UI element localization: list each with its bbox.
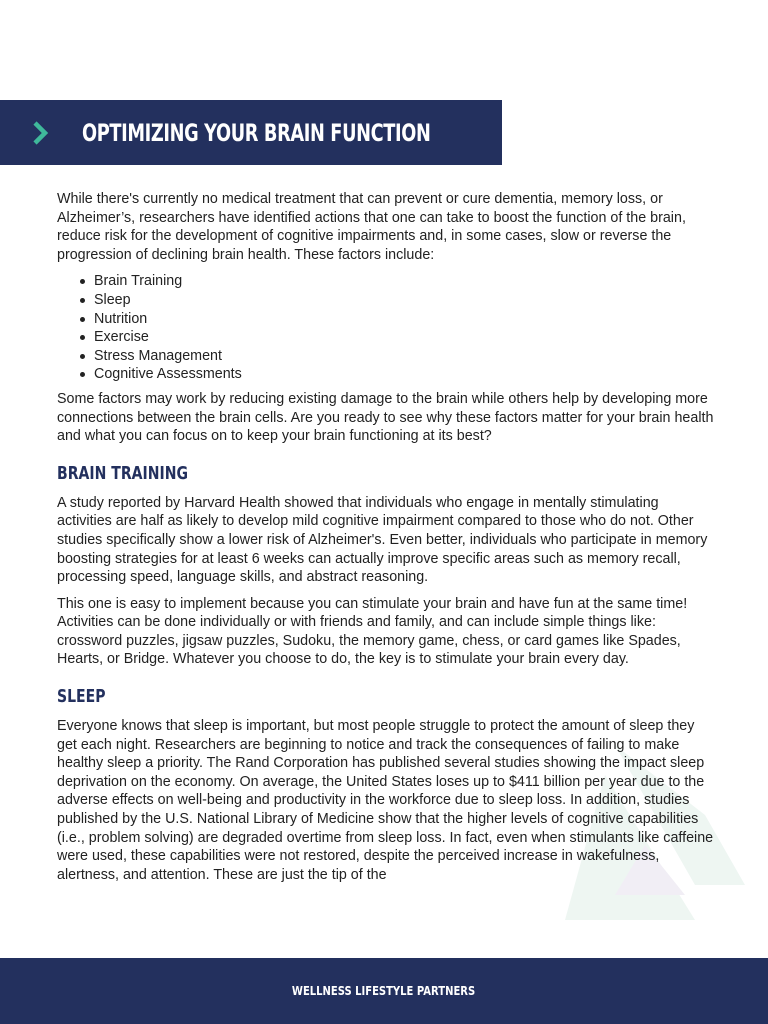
brain-training-paragraph-1: A study reported by Harvard Health showed that individuals who engage in mentally stimulating activities are half as likely to develop mild cognitive impairment compared to those who do not. Other studies specifically show a lower risk of Alzheimer's. Even better, individuals who participate in memory boosting strategies for at least 6 weeks can actually improve specific areas such as memory recall, processing speed, language skills, and abstract reasoning. bbox=[57, 494, 708, 586]
document-body bbox=[57, 190, 717, 892]
list-item-label: Sleep bbox=[94, 291, 131, 308]
list-item bbox=[94, 291, 717, 310]
bullet-icon bbox=[80, 317, 85, 322]
intro-closing-paragraph: Some factors may work by reducing existing damage to the brain while others help by developing more connections between the brain cells. Are you ready to see why these factors matter for your brain health and what you can focus on to keep your brain functioning at its best? bbox=[57, 390, 714, 445]
list-item-label: Exercise bbox=[94, 329, 149, 346]
list-item bbox=[94, 310, 717, 329]
list-item-label: Cognitive Assessments bbox=[94, 366, 242, 383]
section-heading-sleep: SLEEP bbox=[57, 686, 106, 708]
footer-bar bbox=[0, 958, 768, 1024]
title-bar bbox=[0, 100, 502, 165]
list-item-label: Brain Training bbox=[94, 273, 183, 290]
chevron-right-icon bbox=[30, 121, 50, 145]
factors-list bbox=[57, 272, 717, 384]
bullet-icon bbox=[80, 298, 85, 303]
footer-text: WELLNESS LIFESTYLE PARTNERS bbox=[292, 983, 476, 998]
bullet-icon bbox=[80, 335, 85, 340]
page-title: OPTIMIZING YOUR BRAIN FUNCTION bbox=[82, 119, 431, 147]
list-item bbox=[94, 347, 717, 366]
intro-paragraph: While there's currently no medical treatment that can prevent or cure dementia, memory loss, or Alzheimer’s, researchers have identified actions that one can take to boost the function of the brain, reduce risk for the development of cognitive impairments and, in some cases, slow or reverse the progression of declining brain health. These factors include: bbox=[57, 191, 686, 263]
list-item bbox=[94, 328, 717, 347]
section-heading-brain-training: BRAIN TRAINING bbox=[57, 462, 188, 484]
list-item bbox=[94, 365, 717, 384]
list-item-label: Stress Management bbox=[94, 347, 222, 364]
list-item bbox=[94, 272, 717, 291]
bullet-icon bbox=[80, 372, 85, 377]
brain-training-paragraph-2: This one is easy to implement because you can stimulate your brain and have fun at the same time! Activities can be done individually or with friends and family, and can include simple things like: crossword puzzles, jigsaw puzzles, Sudoku, the memory game, chess, or card games like Spades, Hearts, or Bridge. Whatever you choose to do, the key is to stimulate your brain every day. bbox=[57, 595, 688, 668]
bullet-icon bbox=[80, 354, 85, 359]
list-item-label: Nutrition bbox=[94, 310, 148, 327]
sleep-paragraph-1: Everyone knows that sleep is important, but most people struggle to protect the amount of sleep they get each night. Researchers are beginning to notice and track the consequences of failing to make healthy sleep a priority. The Rand Corporation has published several studies showing the impact sleep deprivation on the economy. On average, the United States loses up to $411 billion per year due to the adverse effects on well-being and productivity in the workforce due to sleep loss. In addition, studies published by the U.S. National Library of Medicine show that the higher levels of cognitive capabilities (i.e., problem solving) are degraded overtime from sleep loss. In fact, even when stimulants like caffeine were used, these capabilities were not restored, despite the perceived increase in wakefulness, alertness, and attention. These are just the tip of the bbox=[57, 718, 714, 883]
bullet-icon bbox=[80, 279, 85, 284]
